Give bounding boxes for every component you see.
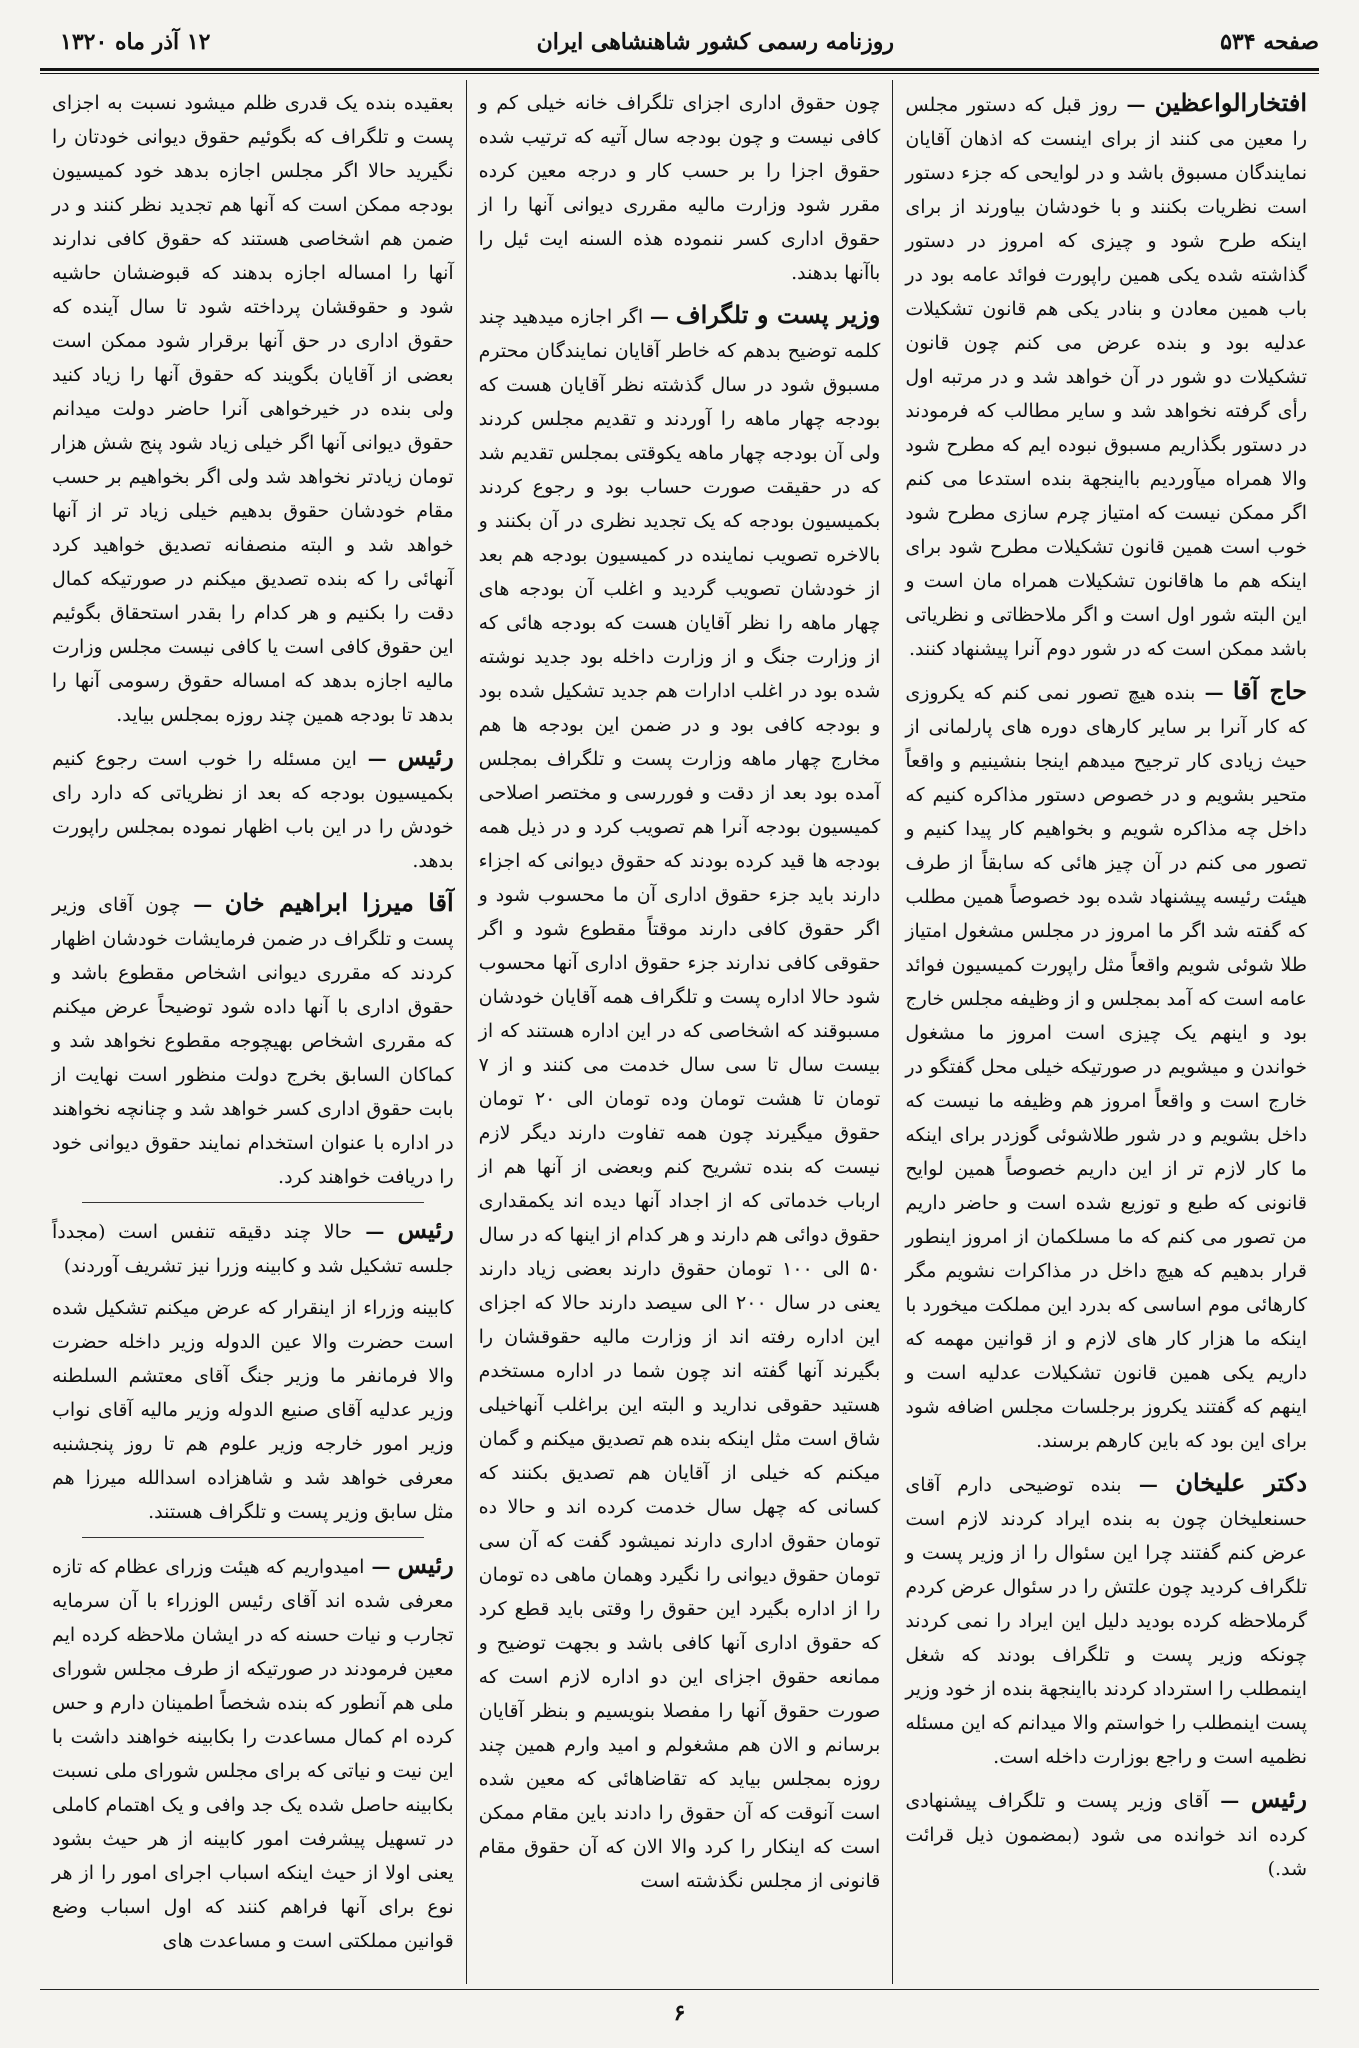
issue-date: ۱۲ آذر ماه ۱۳۲۰	[60, 29, 211, 55]
speaker-name: دکتر علیخان	[1175, 1468, 1308, 1497]
paragraph-text: روز قبل که دستور مجلس را معین می کنند از برای اینست که اذهان آقایان نمایندگان مسبوق باشد و در لوایحی که جزء دستور است نظریات بکنند و با خودشان بیاورند از برای اینکه طرح شود و چیزی که امروز در دستور گذاشته شده یکی همین راپورت فوائد عامه بود در باب همین معادن و بنادر یکی هم قانون تشکیلات عدلیه بود و بنده عرض می کنم چون قانون تشکیلات دو شور در آن خواهد شد و در مرتبه اول رأی گرفته نخواهد شد و سایر مطالب که فرمودند در دستور بگذاریم مسبوق نبوده ایم که مطرح شود والا همراه میآوردیم بااینجهة بنده استدعا می کنم اگر ممکن نیست که امتیاز چرم سازی مطرح شود خوب است همین قانون تشکیلات مطرح شود برای اینکه هم ما هاقانون تشکیلات همراه مان است و این البته شور اول است و اگر ملاحظاتی و نظریاتی باشد ممکن است که در شور دوم آنرا پیشنهاد کنند.	[905, 94, 1307, 660]
speaker-name: وزیر پست و تلگراف	[675, 300, 881, 329]
speaker-name: رئیس	[397, 1215, 454, 1244]
paragraph-text: بنده توضیحی دارم آقای حسنعلیخان چون به بنده ایراد کردند لازم است عرض کنم گفتند چرا این سئوال را از وزیر پست و تلگراف کردید چون علتش را در سئوال عرض کردم گرملاحظه کرده بودید دلیل این ایراد را نمی کردند چونکه وزیر پست و تلگراف بودند که شغل اینمطلب را استرداد کردند بااینجهة بنده از خود وزیر پست اینمطلب را خواستم والا میدانم که این مسئله نظمیه است و راجع بوزارت داخله است.	[905, 1474, 1307, 1768]
paragraph: رئیس — امیدواریم که هیئت وزرای عظام که تازه معرفی شده اند آقای رئیس الوزراء با آن سرمایه تجارب و نیات حسنه که در ایشان ملاحظه کرده ایم معین فرمودند در صورتیکه از طرف مجلس شورای ملی هم آنطور که بنده شخصاً اطمینان دارم و حس کرده ام کمال مساعدت را بکابینه خواهند داشت با این نیت و نیاتی که برای مجلس شورای ملی نسبت بکابینه حاصل شده یک جد وافی و یک اهتمام کاملی در تسهیل پیشرفت امور کابینه از هر حیث بشود یعنی اولا از حیث اینکه اسباب اجرای امور را از هر نوع برای آنها فراهم کنند که اول اسباب وضع قوانین مملکتی است و مساعدت های	[51, 1550, 454, 1952]
section-divider	[82, 1202, 424, 1203]
speaker-name: آقا میرزا ابراهیم خان	[224, 888, 454, 917]
page-header	[60, 22, 1319, 62]
speaker-name: حاج آقا	[1232, 676, 1307, 705]
paragraph-text: آقای وزیر پست و تلگراف پیشنهادی کرده اند خوانده می شود (بمضمون ذیل قرائت شد.)	[905, 1790, 1307, 1880]
paragraph: رئیس — آقای وزیر پست و تلگراف پیشنهادی کرده اند خوانده می شود (بمضمون ذیل قرائت شد.)	[905, 1784, 1307, 1880]
page-number: ۶	[673, 2000, 686, 2026]
paragraph-text: بعقیده بنده یک قدری ظلم میشود نسبت به اجزای پست و تلگراف که بگوئیم حقوق دیوانی خودتان را نگیرید حالا اگر مجلس اجازه بدهد خود کمیسیون بودجه ممکن است که آنها هم تجدید نظر کنند و در ضمن هم اشخاصی هستند که حقوق کافی ندارند آنها را امساله اجازه بدهند که قبوضشان حاشیه شود و حقوقشان پرداخته شود تا سال آینده که حقوق اداری در حق آنها برقرار شود ممکن است بعضی از آقایان بگویند که حقوق آنها را زیاد کنید ولی بنده در خیرخواهی آنرا حاضر دولت میدانم حقوق دیوانی آنها اگر خیلی زیاد شود پنج شش هزار تومان زیادتر نخواهد شد ولی اگر بخواهیم بر حسب مقام خودشان حقوق بدهیم خیلی زیاد تر از آنها خواهد شد و البته منصفانه تصدیق خواهید کرد آنهائی را که بنده تصدیق میکنم در صورتیکه کمال دقت را بکنیم و هر کدام را بقدر استحقاق بگوئیم این حقوق کافی است یا کافی نیست مجلس وزارت مالیه اجازه بدهد که امساله حقوق رسومی آنها را بدهد تا بودجه همین چند روزه بمجلس بیاید.	[51, 92, 454, 726]
column-right	[893, 80, 1319, 1984]
column-left	[40, 80, 467, 1984]
paragraph: وزیر پست و تلگراف — اگر اجازه میدهید چند کلمه توضیح بدهم که خاطر آقایان نمایندگان محترم مسبوق شود در سال گذشته نظر آقایان هست که بودجه چهار ماهه را آوردند و تقدیم مجلس کردند ولی آن بودجه چهار ماهه یکوقتی بمجلس تقدیم شد که در حقیقت صورت حساب بود و رجوع کردند بکمیسیون بودجه که یک تجدید نظری در آن بکنند و بالاخره تصویب نماینده در کمیسیون بودجه هم بعد از خودشان تصویب گردید و اغلب آن بودجه های چهار ماهه را نظر آقایان هست که بودجه هائی که از وزارت جنگ و از وزارت داخله بود جدید نوشته شده بود در اغلب ادارات هم جدید تشکیل شده بود و بودجه کافی بود و در ضمن این بودجه ها هم مخارج چهار ماهه وزارت پست و تلگراف بمجلس آمده بود بعد از دقت و فوررسی و مختصر اصلاحی کمیسیون بودجه آنرا هم تصویب کرد و در ذیل همه بودجه ها قید کرده بودند که حقوق دیوانی که اجزاء دارند باید جزء حقوق اداری آن ما محسوب شود و اگر حقوق کافی دارند موقتاً مقطوع شود و اگر حقوقی کافی ندارند جزء حقوق اداری آنها محسوب شود حالا اداره پست و تلگراف همه آقایان خودشان مسبوقند که اشخاصی که در این اداره هستند که از بیست سال تا سی سال خدمت می کنند و از ۷ تومان تا هشت تومان وده تومان الی ۲۰ تومان حقوق میگیرند چون همه تفاوت دارند دیگر لازم نیست که بنده تشریح کنم وبعضی از آنها هم از ارباب خدماتی که از اجداد آنها دیده اند یکمقداری حقوق دوائی هم دارند و هر کدام از اینها که در سال ۵۰ الی ۱۰۰ تومان حقوق دارند بعضی زیاد دارند یعنی در سال ۲۰۰ الی سیصد دارند حالا که اجزای این اداره رفته اند از وزارت مالیه حقوقشان را بگیرند آنها گفته اند چون شما در اداره مستخدم هستید حقوقی ندارید و البته این براغلب آنهاخیلی شاق است مثل اینکه بنده هم تصدیق میکنم و گمان میکنم که خیلی از آقایان هم تصدیق بکنند که کسانی که چهل سال خدمت کرده اند و حالا ده تومان حقوق اداری دارند نمیشود گفت که آن سی تومان حقوق دیوانی را نگیرد وهمان ماهی ده تومان را از اداره بگیرد این حقوق را وقتی باید قطع کرد که حقوق اداری آنها کافی باشد و بجهت توضیح و ممانعه حقوق اجزای این دو اداره لازم است که صورت حقوق آنها را مفصلا بنویسیم و بنظر آقایان برسانم و الان هم مشغولم و امید وارم همین چند روزه بمجلس بیاید که تقاضاهائی که معین شده است آنوقت که آن حقوق را دادند باین مقام ممکن است که اینکار را کرد والا الان که آن حقوق مقام قانونی از مجلس نگذشته است	[478, 300, 881, 1892]
paragraph-text: حالا چند دقیقه تنفس است (مجدداً جلسه تشکیل شد و کابینه وزرا نیز تشریف آوردند)	[51, 1221, 454, 1277]
paragraph-text: امیدواریم که هیئت وزرای عظام که تازه معرفی شده اند آقای رئیس الوزراء با آن سرمایه تجارب و نیات حسنه که در ایشان ملاحظه کرده ایم معین فرمودند در صورتیکه از طرف مجلس شورای ملی هم آنطور که بنده شخصاً اطمینان دارم و حس کرده ام کمال مساعدت را بکابینه خواهند داشت با این نیت و نیاتی که برای مجلس شورای ملی نسبت بکابینه حاصل شده یک جد وافی و یک اهتمام کاملی در تسهیل پیشرفت امور کابینه از هر حیث بشود یعنی اولا از حیث اینکه اسباب اجرای امور را از هر نوع برای آنها فراهم کنند که اول اسباب وضع قوانین مملکتی است و مساعدت های	[51, 1556, 454, 1952]
paragraph: حاج آقا — بنده هیچ تصور نمی کنم که یکروزی که کار آنرا بر سایر کارهای دوره های پارلمانی از حیث زیادی کار ترجیح میدهم اینجا بنشینیم و واقعاً متحیر بشویم و در خصوص دستور مذاکره کنیم که داخل چه مذاکره شویم و بخواهیم کار پیدا کنیم و تصور می کنم در آن چیز هائی که سابقاً از طرف هیئت رئیسه پیشنهاد شده بود خصوصاً همین مطلب که گفته شد اگر ما امروز در مجلس مشغول امتیاز طلا شوئی شویم واقعاً مثل راپورت کمیسیون فوائد عامه است که آمد بمجلس و از وظیفه مجلس خارج بود و اینهم یک چیزی است امروز ما مشغول خواندن و میشویم در صورتیکه خیلی محل گفتگو در خارج است و واقعاً امروز هم وظیفه ما نیست که داخل بشویم و در شور طلاشوئی گوزدر برای اینکه ما کار لازم تر از این داریم خصوصاً همین لوایح قانونی که طبع و توزیع شده است و حاضر داریم من تصور می کنم که ما مسلکمان از امروز اینطور قرار بدهیم که هیچ داخل در مذاکرات نشویم مگر کارهائی موم اساسی که بدرد این مملکت میخورد با اینکه ما هزار کار های لازم و از قوانین مهمه که داریم یکی همین قانون تشکیلات عدلیه است و اینهم که گفتند یکروز برجلسات مجلس اضافه شود برای این بود که باین کارهم برسند.	[905, 676, 1307, 1452]
speaker-name: رئیس	[397, 742, 454, 771]
paragraph-text: کابینه وزراء از اینقرار که عرض میکنم تشکیل شده است حضرت والا عین الدوله وزیر داخله حضرت والا فرمانفر ما وزیر جنگ آقای معتشم السلطنه وزیر عدلیه آقای صنیع الدوله وزیر مالیه آقای نواب وزیر امور خارجه وزیر علوم هم تا روز پنجشنبه معرفی خواهد شد و شاهزاده اسدالله میرزا هم مثل سابق وزیر پست و تلگراف هستند.	[51, 1297, 454, 1523]
paragraph-text: بنده هیچ تصور نمی کنم که یکروزی که کار آنرا بر سایر کارهای دوره های پارلمانی از حیث زیادی کار ترجیح میدهم اینجا بنشینیم و واقعاً متحیر بشویم و در خصوص دستور مذاکره کنیم که داخل چه مذاکره شویم و بخواهیم کار پیدا کنیم و تصور می کنم در آن چیز هائی که سابقاً از طرف هیئت رئیسه پیشنهاد شده بود خصوصاً همین مطلب که گفته شد اگر ما امروز در مجلس مشغول امتیاز طلا شوئی شویم واقعاً مثل راپورت کمیسیون فوائد عامه است که آمد بمجلس و از وظیفه مجلس خارج بود و اینهم یک چیزی است امروز ما مشغول خواندن و میشویم در صورتیکه خیلی محل گفتگو در خارج است و واقعاً امروز هم وظیفه ما نیست که داخل بشویم و در شور طلاشوئی گوزدر برای اینکه ما کار لازم تر از این داریم خصوصاً همین لوایح قانونی که طبع و توزیع شده است و حاضر داریم من تصور می کنم که ما مسلکمان از امروز اینطور قرار بدهیم که هیچ داخل در مذاکرات نشویم مگر کارهائی موم اساسی که بدرد این مملکت میخورد با اینکه ما هزار کار های لازم و از قوانین مهمه که داریم یکی همین قانون تشکیلات عدلیه است و اینهم که گفتند یکروز برجلسات مجلس اضافه شود برای این بود که باین کارهم برسند.	[905, 682, 1307, 1452]
header-rule	[40, 68, 1319, 71]
speaker-name: افتخارالواعظین	[1154, 88, 1307, 117]
speaker-name: رئیس	[1250, 1784, 1307, 1813]
paragraph: آقا میرزا ابراهیم خان — چون آقای وزیر پست و تلگراف در ضمن فرمایشات خودشان اظهار کردند که مقرری دیوانی اشخاص مقطوع باشد و حقوق اداری با آنها داده شود توضیحاً عرض میکنم که مقرری اشخاص بهیچوجه مقطوع نخواهد شد و کماکان السابق بخرج دولت منظور است نهایت از بابت حقوق اداری کسر خواهد شد و چنانچه نخواهند در اداره با عنوان استخدام نمایند حقوق دیوانی خود را دریافت خواهند کرد.	[51, 888, 454, 1188]
section-divider	[82, 1537, 424, 1538]
paragraph-text: چون حقوق اداری اجزای تلگراف خانه خیلی کم و کافی نیست و چون بودجه سال آتیه که ترتیب شده حقوق اجزا را بر حسب کار و درجه معین کرده مقرر شود وزارت مالیه مقرری دیوانی آنها را از حقوق اداری کسر ننموده هذه السنه ایت ئیل را باآنها بدهند.	[478, 92, 881, 284]
paragraph-text: این مسئله را خوب است رجوع کنیم بکمیسیون بودجه که بعد از نظریاتی که دارد رای خودش را در این باب اظهار نموده بمجلس راپورت بدهد.	[51, 748, 454, 872]
paragraph	[479, 86, 881, 290]
paragraph: دکتر علیخان — بنده توضیحی دارم آقای حسنعلیخان چون به بنده ایراد کردند لازم است عرض کنم گفتند چرا این سئوال را از وزیر پست و تلگراف کردید چون علتش را در سئوال عرض کردم گرملاحظه کرده بودید دلیل این ایراد را نمی کردند چونکه وزیر پست و تلگراف بودند که شغل اینمطلب را استرداد کردند بااینجهة بنده از خود وزیر پست اینمطلب را خواستم والا میدانم که این مسئله نظمیه است و راجع بوزارت داخله است.	[905, 1468, 1308, 1768]
paragraph: رئیس — این مسئله را خوب است رجوع کنیم بکمیسیون بودجه که بعد از نظریاتی که دارد رای خودش را در این باب اظهار نموده بمجلس راپورت بدهد.	[51, 742, 454, 872]
page-label: صفحه ۵۳۴	[1220, 29, 1319, 55]
footer-rule	[40, 1989, 1319, 1990]
column-middle	[467, 80, 894, 1984]
paragraph-text: اگر اجازه میدهید چند کلمه توضیح بدهم که خاطر آقایان نمایندگان محترم مسبوق شود در سال گذشته نظر آقایان هست که بودجه چهار ماهه را آوردند و تقدیم مجلس کردند ولی آن بودجه چهار ماهه یکوقتی بمجلس تقدیم شد که در حقیقت صورت حساب بود و رجوع کردند بکمیسیون بودجه که یک تجدید نظری در آن بکنند و بالاخره تصویب نماینده در کمیسیون بودجه هم بعد از خودشان تصویب گردید و اغلب آن بودجه های چهار ماهه را نظر آقایان هست که بودجه هائی که از وزارت جنگ و از وزارت داخله بود جدید نوشته شده بود در اغلب ادارات هم جدید تشکیل شده بود و بودجه کافی بود و در ضمن این بودجه ها هم مخارج چهار ماهه وزارت پست و تلگراف بمجلس آمده بود بعد از دقت و فوررسی و مختصر اصلاحی کمیسیون بودجه آنرا هم تصویب کرد و در ذیل همه بودجه ها قید کرده بودند که حقوق دیوانی که اجزاء دارند باید جزء حقوق اداری آن ما محسوب شود و اگر حقوق کافی دارند موقتاً مقطوع شود و اگر حقوقی کافی ندارند جزء حقوق اداری آنها محسوب شود حالا اداره پست و تلگراف همه آقایان خودشان مسبوقند که اشخاصی که در این اداره هستند که از بیست سال تا سی سال خدمت می کنند و از ۷ تومان تا هشت تومان وده تومان الی ۲۰ تومان حقوق میگیرند چون همه تفاوت دارند دیگر لازم نیست که بنده تشریح کنم وبعضی از آنها هم از ارباب خدماتی که از اجداد آنها دیده اند یکمقداری حقوق دوائی هم دارند و هر کدام از اینها که در سال ۵۰ الی ۱۰۰ تومان حقوق دارند بعضی زیاد دارند یعنی در سال ۲۰۰ الی سیصد دارند حالا که اجزای این اداره رفته اند از وزارت مالیه حقوقشان را بگیرند آنها گفته اند چون شما در اداره مستخدم هستید حقوقی ندارید و البته این براغلب آنهاخیلی شاق است مثل اینکه بنده هم تصدیق میکنم و گمان میکنم که خیلی از آقایان هم تصدیق بکنند که کسانی که چهل سال خدمت کرده اند و حالا ده تومان حقوق اداری دارند نمیشود گفت که آن سی تومان حقوق دیوانی را نگیرد وهمان ماهی ده تومان را از اداره بگیرد این حقوق را وقتی باید قطع کرد که حقوق اداری آنها کافی باشد و بجهت توضیح و ممانعه حقوق اجزای این دو اداره لازم است که صورت حقوق آنها را مفصلا بنویسیم و بنظر آقایان برسانم و الان هم مشغولم و امید وارم همین چند روزه بمجلس بیاید که تقاضاهائی که معین شده است آنوقت که آن حقوق را دادند باین مقام ممکن است که اینکار را کرد والا الان که آن حقوق مقام قانونی از مجلس نگذشته است	[478, 306, 881, 1892]
paragraph: افتخارالواعظین — روز قبل که دستور مجلس را معین می کنند از برای اینست که اذهان آقایان نمایندگان مسبوق باشد و در لوایحی که جزء دستور است نظریات بکنند و با خودشان بیاورند از برای اینکه طرح شود و چیزی که امروز در دستور گذاشته شده یکی همین راپورت فوائد عامه بود در باب همین معادن و بنادر یکی هم قانون تشکیلات عدلیه بود و بنده عرض می کنم چون قانون تشکیلات دو شور در آن خواهد شد و در مرتبه اول رأی گرفته نخواهد شد و سایر مطالب که فرمودند در دستور بگذاریم مسبوق نبوده ایم که مطرح شود والا همراه میآوردیم بااینجهة بنده استدعا می کنم اگر ممکن نیست که امتیاز چرم سازی مطرح شود خوب است همین قانون تشکیلات مطرح شود برای اینکه هم ما هاقانون تشکیلات همراه مان است و این البته شور اول است و اگر ملاحظاتی و نظریاتی باشد ممکن است که در شور دوم آنرا پیشنهاد کنند.	[905, 88, 1307, 660]
paragraph	[52, 1291, 454, 1529]
paragraph-text: چون آقای وزیر پست و تلگراف در ضمن فرمایشات خودشان اظهار کردند که مقرری دیوانی اشخاص مقطوع باشد و حقوق اداری با آنها داده شود توضیحاً عرض میکنم که مقرری اشخاص بهیچوجه مقطوع نخواهد شد و کماکان السابق بخرج دولت منظور است نهایت از بابت حقوق اداری کسر خواهد شد و چنانچه نخواهند در اداره با عنوان استخدام نمایند حقوق دیوانی خود را دریافت خواهند کرد.	[51, 894, 454, 1188]
speaker-name: رئیس	[397, 1550, 454, 1579]
header-rule-thin	[40, 73, 1319, 74]
paragraph: رئیس — حالا چند دقیقه تنفس است (مجدداً جلسه تشکیل شد و کابینه وزرا نیز تشریف آوردند)	[51, 1215, 454, 1277]
newspaper-title: روزنامه رسمی کشور شاهنشاهی ایران	[536, 29, 894, 55]
paragraph	[52, 86, 454, 732]
article-columns	[40, 80, 1319, 1984]
